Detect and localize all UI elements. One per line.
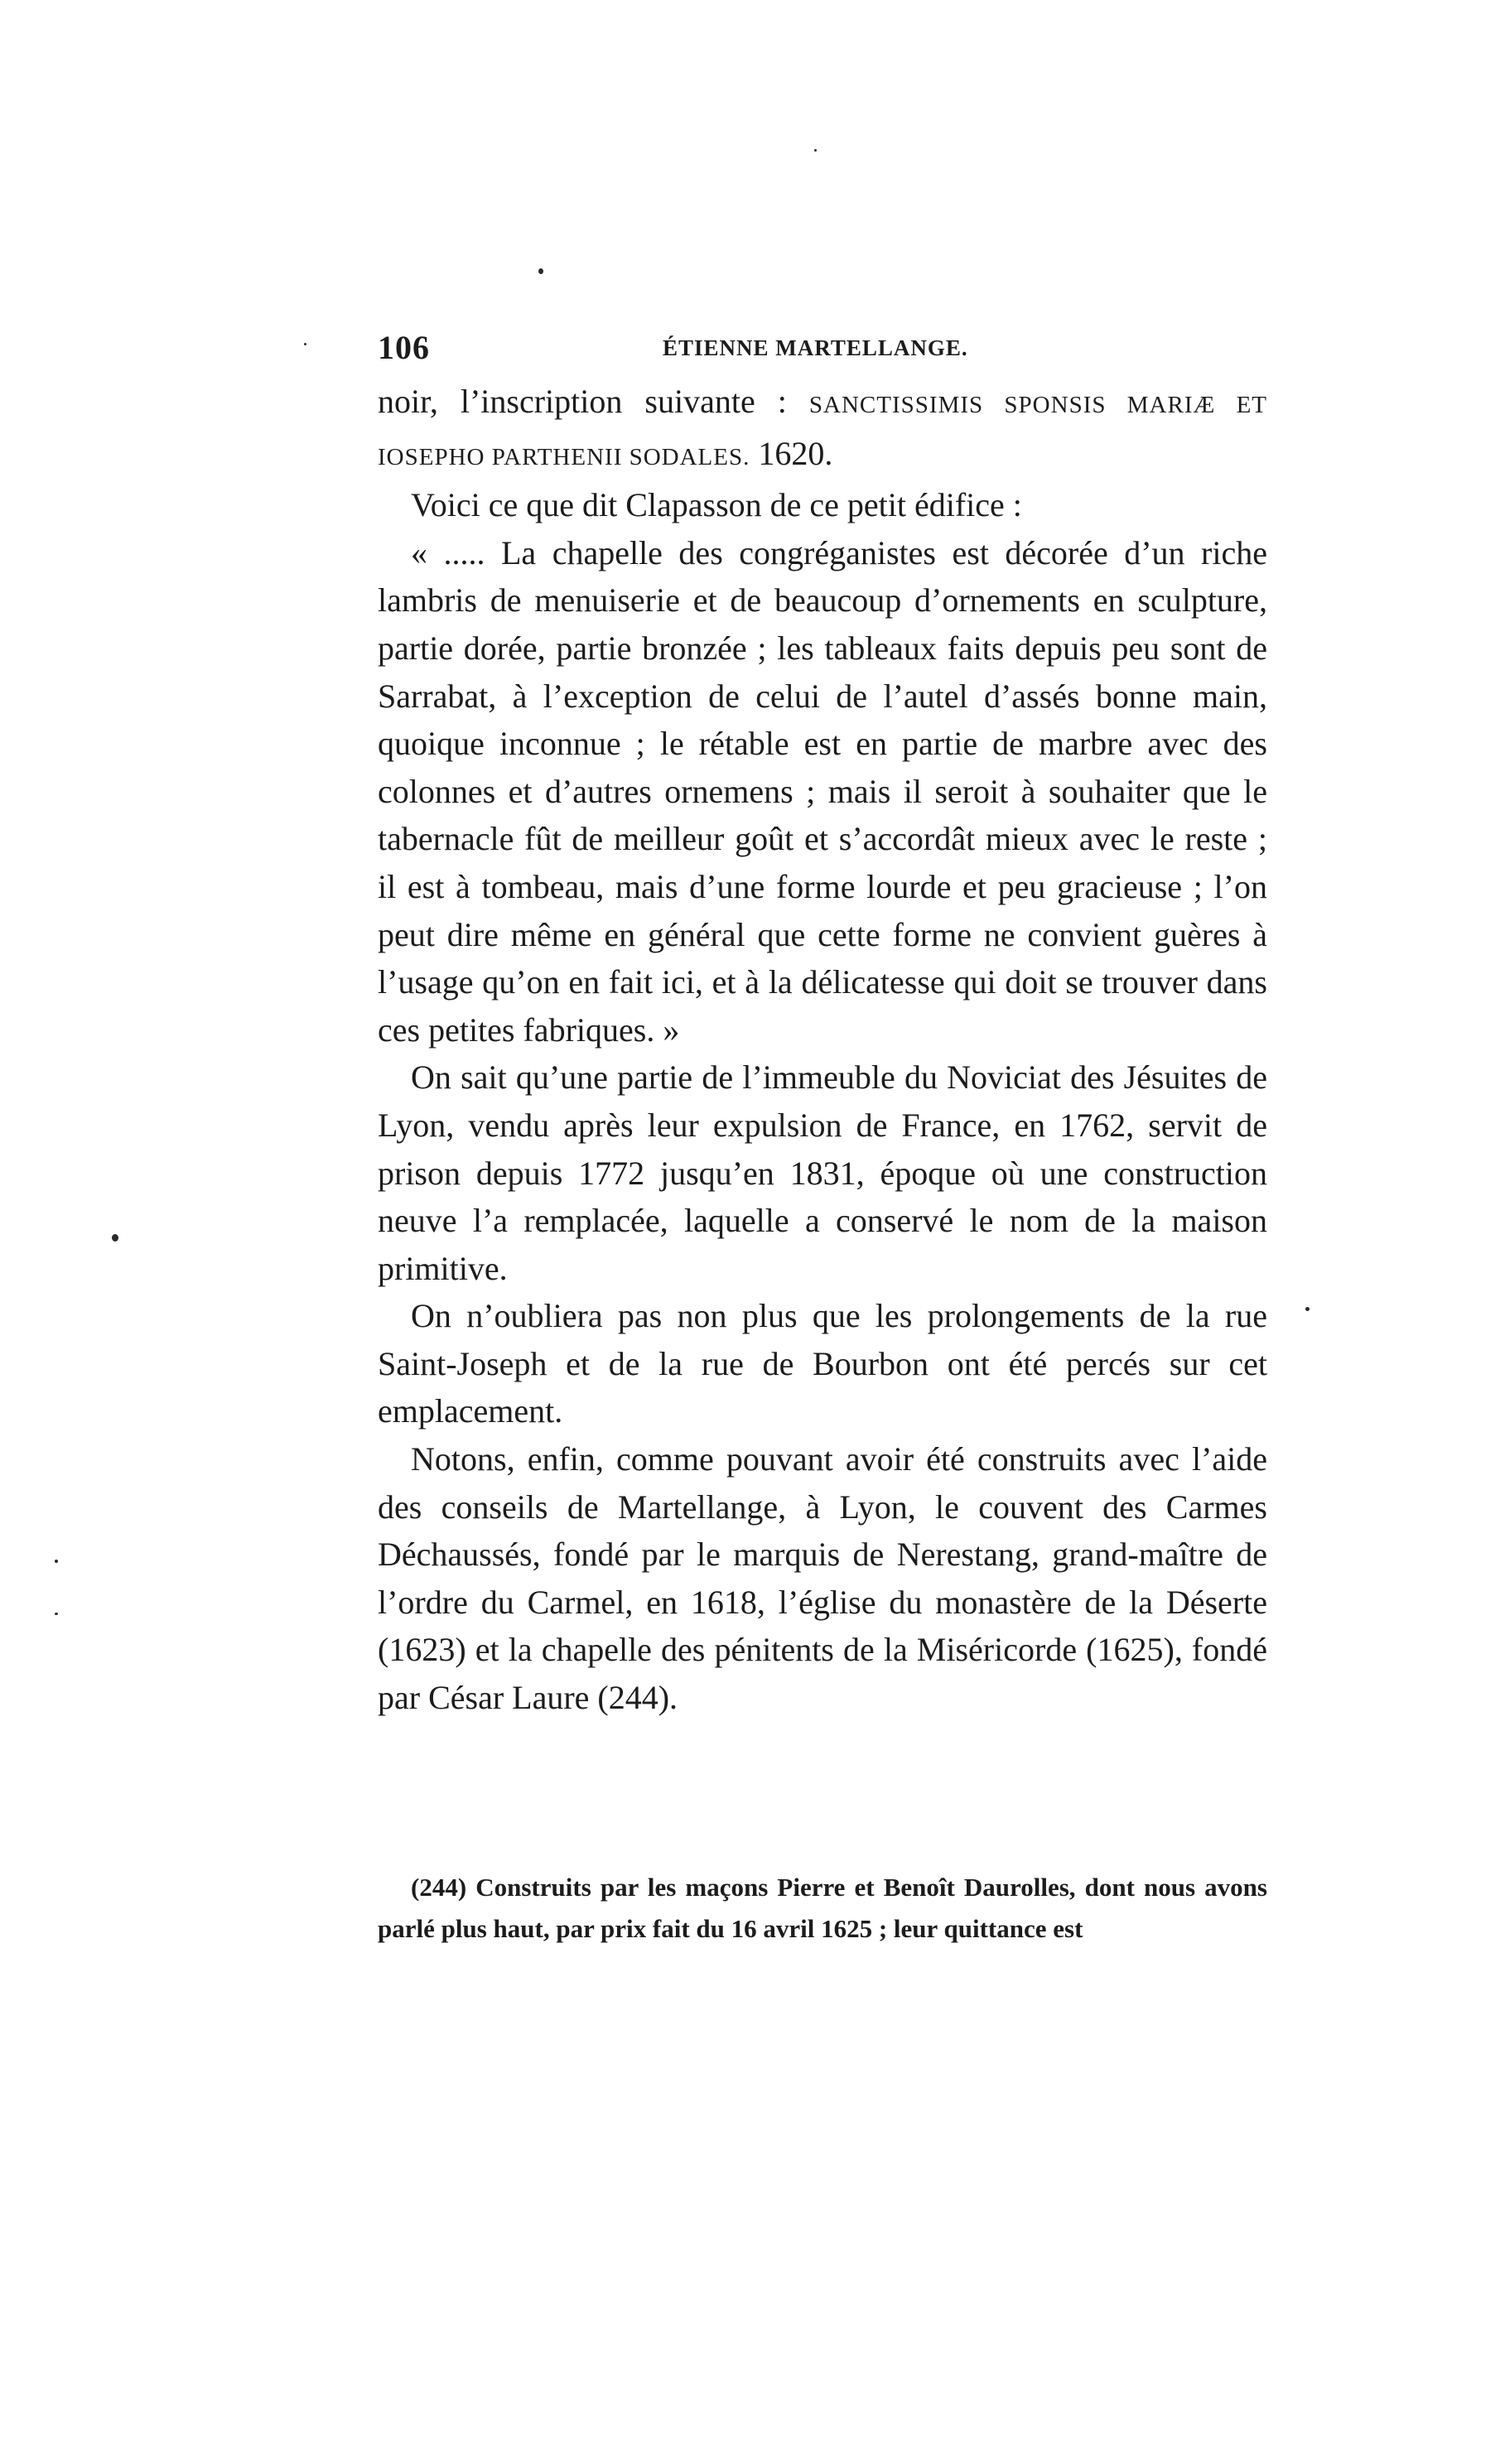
speck xyxy=(55,1560,58,1563)
speck xyxy=(1305,1307,1310,1311)
speck xyxy=(55,1613,58,1615)
inscription-year: 1620. xyxy=(750,434,833,472)
paragraph-noviciat: On sait qu’une partie de l’immeuble du Noviciat des Jésuites de Lyon, vendu après leur expulsion de France, en 1762, servit de prison depuis 1772 jusqu’en 1831, époque où une construction neuve l’a remplacée, laquelle a conservé le nom de la maison primitive. xyxy=(378,1058,1267,1287)
speck xyxy=(304,343,306,345)
inscription-lead: noir, l’inscription suivante : xyxy=(378,383,809,420)
paragraph-clapasson-intro: Voici ce que dit Clapasson de ce petit édifice : xyxy=(411,486,1022,524)
running-title: ÉTIENNE MARTELLANGE. xyxy=(663,335,968,360)
body-text xyxy=(378,378,1267,1722)
speck xyxy=(814,149,817,152)
paragraph-quotation: « ..... La chapelle des congréganistes est décorée d’un riche lambris de menuiserie et de beaucoup d’ornements en sculpture, partie dorée, partie bronzée ; les tableaux faits depuis peu sont de Sarrabat, à l’exception de celui de l’autel d’assés bonne main, quoique inconnue ; le rétable est en partie de marbre avec des colonnes et d’autres ornemens ; mais il seroit à souhaiter que le tabernacle fût de meilleur goût et s’accordât mieux avec le reste ; il est à tombeau, mais d’une forme lourde et peu gracieuse ; l’on peut dire même en général que cette forme ne convient guères à l’usage qu’on en fait ici, et à la délicatesse qui doit se trouver dans ces petites fabriques. » xyxy=(378,533,1267,1049)
inscription-text: SANCTISSIMIS SPONSIS MARIÆ ET IOSEPHO PARTHENII SODALES. xyxy=(378,392,1267,470)
paragraph-streets: On n’oubliera pas non plus que les prolongements de la rue Saint-Joseph et de la rue de Bourbon ont été percés sur cet emplacement. xyxy=(378,1297,1267,1430)
footnote-244: (244) Construits par les maçons Pierre et Benoît Daurolles, dont nous avons parlé plus haut, par prix fait du 16 avril 1625 ; leur quittance est xyxy=(378,1873,1267,1943)
page-number: 106 xyxy=(378,329,430,366)
speck xyxy=(112,1234,118,1242)
main-text-block xyxy=(378,328,1267,1722)
paragraph-notons: Notons, enfin, comme pouvant avoir été construits avec l’aide des conseils de Martellange, à Lyon, le couvent des Carmes Déchaussés, fondé par le marquis de Nerestang, grand-maître de l’ordre du Carmel, en 1618, l’église du monastère de la Déserte (1623) et la chapelle des pénitents de la Miséricorde (1625), fondé par César Laure (244). xyxy=(378,1440,1267,1717)
speck xyxy=(538,268,543,274)
running-head xyxy=(378,328,1267,373)
footnotes xyxy=(378,1867,1267,1950)
paragraph-inscription xyxy=(378,378,1267,481)
